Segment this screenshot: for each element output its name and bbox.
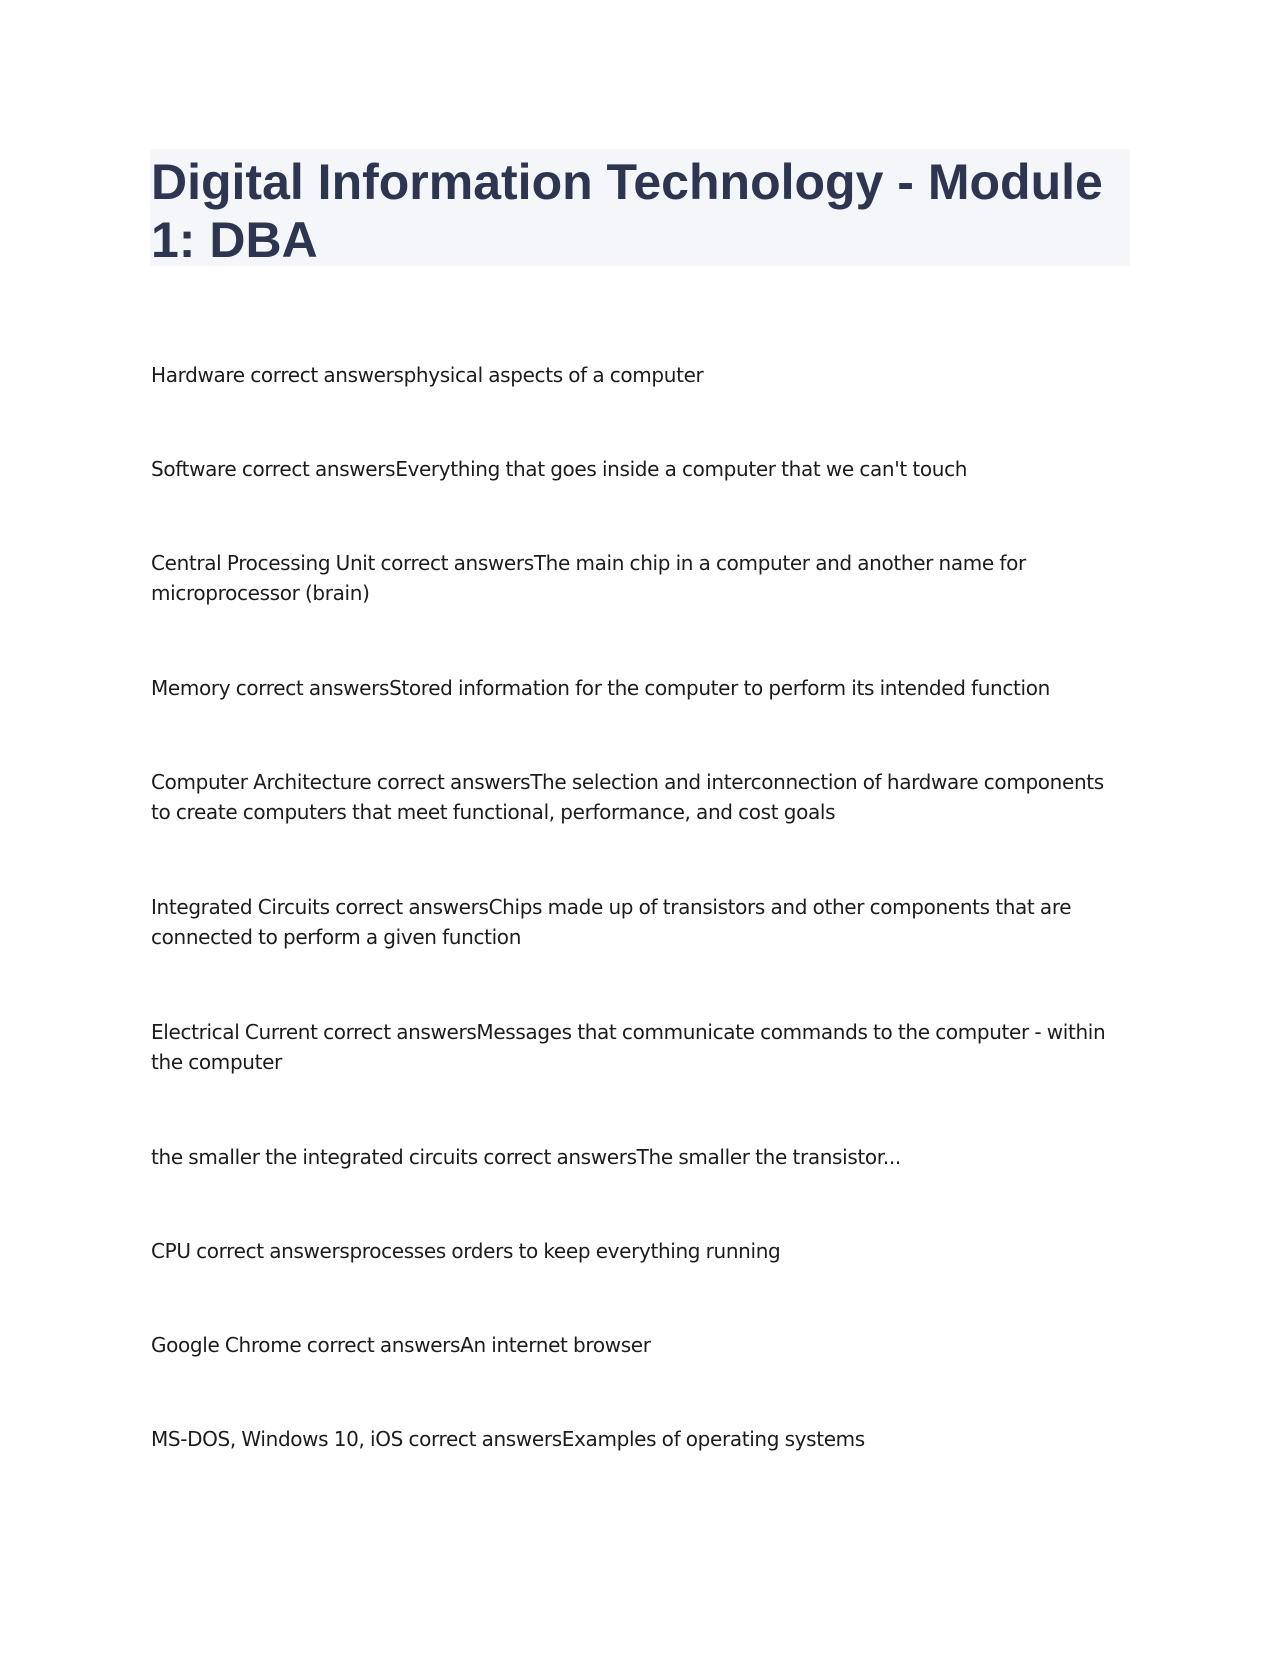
flashcard-entry [151,1142,1126,1172]
entry-definition: The smaller the transistor... [636,1145,901,1169]
entry-separator: correct answers [301,1333,461,1357]
entry-separator: correct answers [402,1427,562,1451]
entry-separator: correct answers [190,1239,350,1263]
entry-term: MS-DOS, Windows 10, iOS [151,1427,403,1451]
entry-separator: correct answers [477,1145,637,1169]
entry-definition: The main chip in a computer and another name for microprocessor (brain) [151,551,1026,605]
flashcard-entry [151,548,1126,608]
flashcard-entry [151,1017,1126,1077]
entry-term: Central Processing Unit [151,551,375,575]
entry-definition: The selection and interconnection of hardware components to create computers that meet functional, performance, and cost goals [151,770,1104,824]
flashcard-entry [151,360,1126,390]
entry-definition: processes orders to keep everything running [349,1239,781,1263]
entry-term: Computer Architecture [151,770,372,794]
entry-term: Memory [151,676,231,700]
entry-separator: correct answers [230,676,390,700]
flashcard-entry [151,1424,1126,1454]
entry-definition: Everything that goes inside a computer that we can't touch [395,457,968,481]
entry-term: Electrical Current [151,1020,318,1044]
entry-term: the smaller the integrated circuits [151,1145,478,1169]
flashcard-entry [151,1236,1126,1266]
entry-separator: correct answers [317,1020,477,1044]
entry-definition: Chips made up of transistors and other components that are connected to perform a given function [151,895,1072,949]
entry-definition: An internet browser [460,1333,651,1357]
entry-separator: correct answers [375,551,534,575]
entry-term: Google Chrome [151,1333,302,1357]
flashcard-entry [151,767,1126,827]
entry-separator: correct answers [244,363,404,387]
entry-separator: correct answers [236,457,396,481]
entry-definition: physical aspects of a computer [403,363,704,387]
entry-definition: Examples of operating systems [561,1427,865,1451]
flashcard-entry [151,1330,1126,1360]
entry-separator: correct answers [371,770,531,794]
document-title: Digital Information Technology - Module 1: DBA [151,154,1103,268]
entry-term: Hardware [151,363,245,387]
title-block [150,149,1130,266]
entry-term: Software [151,457,237,481]
entry-definition: Stored information for the computer to perform its intended function [389,676,1050,700]
flashcard-entry [151,673,1126,703]
entry-separator: correct answers [329,895,489,919]
entry-term: Integrated Circuits [151,895,330,919]
entry-definition: Messages that communicate commands to the computer - within the computer [151,1020,1106,1074]
flashcard-entry [151,454,1126,484]
entry-term: CPU [151,1239,191,1263]
flashcard-entry [151,892,1126,952]
